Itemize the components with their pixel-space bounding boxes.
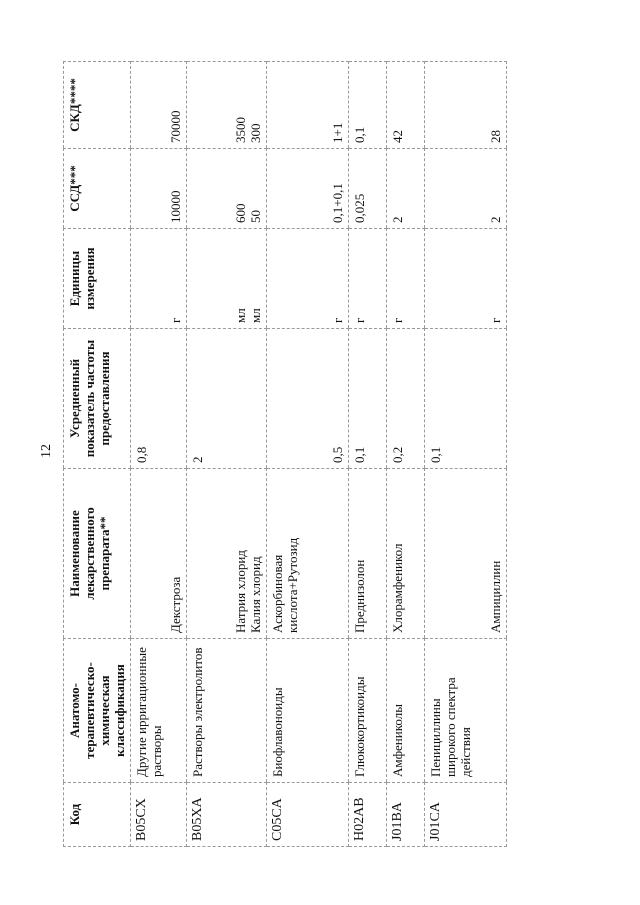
cell-code: J01BA [387,783,425,847]
cell-code: J01CA [425,783,507,847]
cell-drug: Преднизолон [349,469,387,639]
skd-value: 3500 [233,117,248,143]
cell-units: г [425,229,507,329]
cell-freq: 0,1 [349,329,387,469]
cell-drug: Ампициллин [425,469,507,639]
drug-table [63,61,507,847]
cell-freq: 0,1 [425,329,507,469]
header-drug: Наименование лекарственного препарата** [64,469,131,639]
cell-skd [187,62,267,149]
cell-code: B05CX [131,783,187,847]
cell-atc: Растворы электролитов [187,639,267,783]
header-skd: СКД**** [64,62,131,149]
cell-units: г [131,229,187,329]
cell-atc: Другие ирригационные растворы [131,639,187,783]
cell-freq: 0,8 [131,329,187,469]
ssd-value: 50 [248,210,263,223]
table-row [131,62,187,847]
cell-code: C05CA [267,783,349,847]
cell-ssd: 2 [425,149,507,229]
cell-ssd [187,149,267,229]
cell-drug: Аскорбиновая кислота+Рутозид [267,469,349,639]
table-row [425,62,507,847]
table-header-row [64,62,131,847]
rotated-table-container [63,62,503,847]
cell-code: H02AB [349,783,387,847]
cell-skd: 70000 [131,62,187,149]
header-freq: Усредненный показатель частоты предоставления [64,329,131,469]
cell-atc: Амфениколы [387,639,425,783]
cell-ssd: 10000 [131,149,187,229]
header-ssd: ССД*** [64,149,131,229]
cell-skd: 28 [425,62,507,149]
cell-ssd: 0,025 [349,149,387,229]
table-row [187,62,267,847]
cell-freq: 2 [187,329,267,469]
header-atc: Анатомо-терапевтическо-химическая классификация [64,639,131,783]
cell-drug [187,469,267,639]
page-number: 12 [39,444,54,458]
cell-skd: 0,1 [349,62,387,149]
cell-units: г [267,229,349,329]
cell-freq: 0,5 [267,329,349,469]
unit-value: мл [233,308,248,323]
drug-name: Калия хлорид [248,556,263,633]
table-row [267,62,349,847]
table-row [349,62,387,847]
ssd-value: 600 [233,203,248,223]
cell-code: B05XA [187,783,267,847]
cell-atc: Глюкокортикоиды [349,639,387,783]
cell-drug: Декстроза [131,469,187,639]
cell-ssd: 2 [387,149,425,229]
cell-drug: Хлорамфеникол [387,469,425,639]
cell-skd: 42 [387,62,425,149]
cell-skd: 1+1 [267,62,349,149]
skd-value: 300 [248,123,263,143]
cell-units: г [349,229,387,329]
cell-units [187,229,267,329]
unit-value: мл [248,308,263,323]
header-code: Код [64,783,131,847]
drug-name: Натрия хлорид [233,550,248,633]
cell-ssd: 0,1+0,1 [267,149,349,229]
cell-atc: Пенициллины широкого спектра действия [425,639,507,783]
cell-freq: 0,2 [387,329,425,469]
cell-atc: Биофлавоноиды [267,639,349,783]
header-units: Единицы измерения [64,229,131,329]
cell-units: г [387,229,425,329]
table-row [387,62,425,847]
